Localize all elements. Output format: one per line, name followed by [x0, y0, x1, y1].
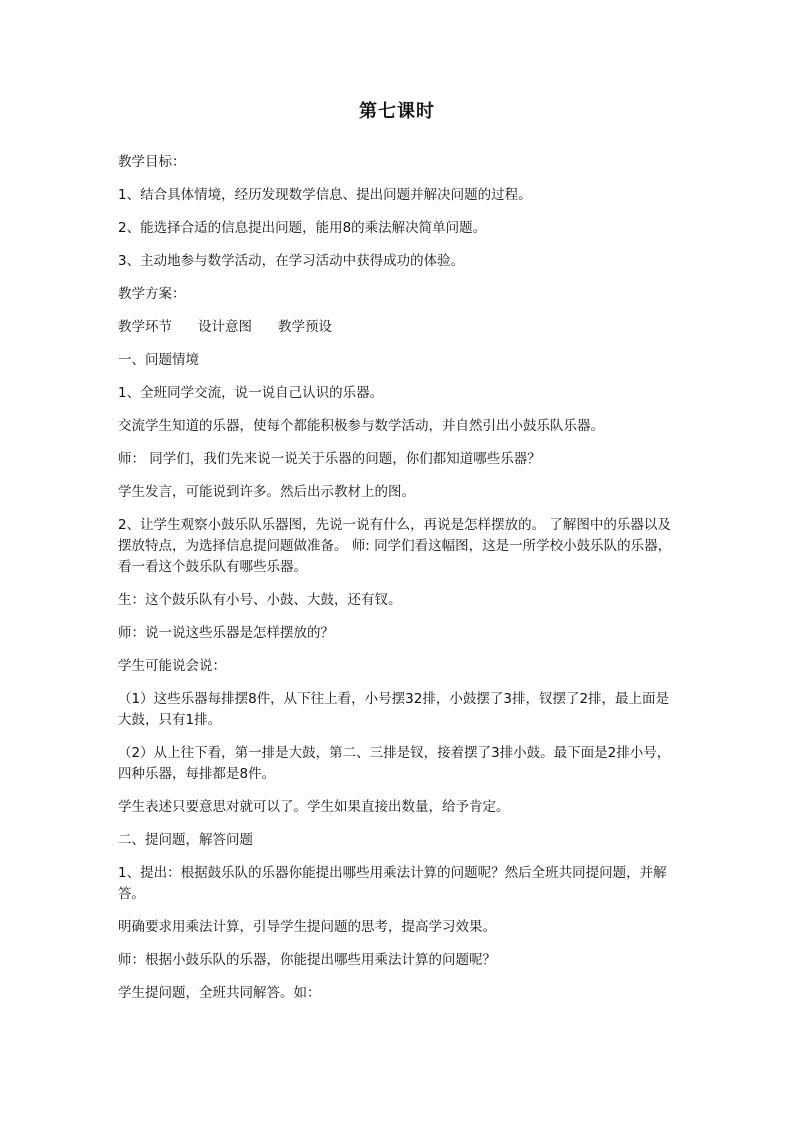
document-title: 第七课时 [359, 101, 435, 122]
paragraph: 1、结合具体情境，经历发现数学信息、提出问题并解决问题的过程。 [118, 187, 532, 203]
paragraph: 1、全班同学交流，说一说自己认识的乐器。 [118, 385, 384, 401]
paragraph: 交流学生知道的乐器，使每个都能积极参与数学活动，并自然引出小鼓乐队乐器。 [118, 418, 604, 434]
paragraph: 师：说一说这些乐器是怎样摆放的？ [118, 625, 334, 641]
paragraph: 教学目标： [118, 154, 186, 170]
paragraph: 2、让学生观察小鼓乐队乐器图，先说一说有什么，再说是怎样摆放的。 了解图中的乐器以及摆放特点，为选择信息提问题做准备。 师: 同学们看这幅图，这是一所学校小鼓乐队的乐器，看一看这个鼓乐队有哪些乐器。 [118, 517, 672, 575]
paragraph: 3、主动地参与数学活动，在学习活动中获得成功的体验。 [118, 253, 465, 269]
document-body [118, 152, 678, 1016]
paragraph: 学生发言，可能说到许多。然后出示教材上的图。 [118, 484, 415, 500]
paragraph: 教学方案： [118, 286, 186, 302]
paragraph: 1、提出：根据鼓乐队的乐器你能提出哪些用乘法计算的问题呢？然后全班共同提问题，并解答。 [118, 865, 667, 902]
table-header-row [118, 317, 678, 338]
paragraph: 2、能选择合适的信息提出问题，能用8的乘法解决简单问题。 [118, 220, 487, 236]
table-header-cell: 教学环节 [118, 319, 172, 335]
paragraph: （1）这些乐器每排摆8件，从下往上看，小号摆32排，小鼓摆了3排，钗摆了2排，最上面是大鼓，只有1排。 [118, 691, 670, 728]
paragraph: 一、问题情境 [118, 352, 199, 368]
paragraph: 明确要求用乘法计算，引导学生提问题的思考，提高学习效果。 [118, 919, 496, 935]
paragraph: （2）从上往下看，第一排是大鼓，第二、三排是钗，接着摆了3排小鼓。最下面是2排小号，四种乐器，每排都是8件。 [118, 745, 671, 782]
paragraph: 二、提问题，解答问题 [118, 832, 253, 848]
paragraph: 学生表述只要意思对就可以了。学生如果直接出数量，给予肯定。 [118, 799, 510, 815]
table-header-cell: 教学预设 [278, 319, 332, 335]
paragraph: 师： 同学们，我们先来说一说关于乐器的问题，你们都知道哪些乐器？ [118, 451, 541, 467]
paragraph: 师：根据小鼓乐队的乐器，你能提出哪些用乘法计算的问题呢？ [118, 952, 496, 968]
table-header-cell: 设计意图 [198, 319, 252, 335]
paragraph: 学生提问题，全班共同解答。如： [118, 985, 321, 1001]
paragraph: 生：这个鼓乐队有小号、小鼓、大鼓，还有钗。 [118, 592, 402, 608]
paragraph: 学生可能说会说： [118, 658, 226, 674]
